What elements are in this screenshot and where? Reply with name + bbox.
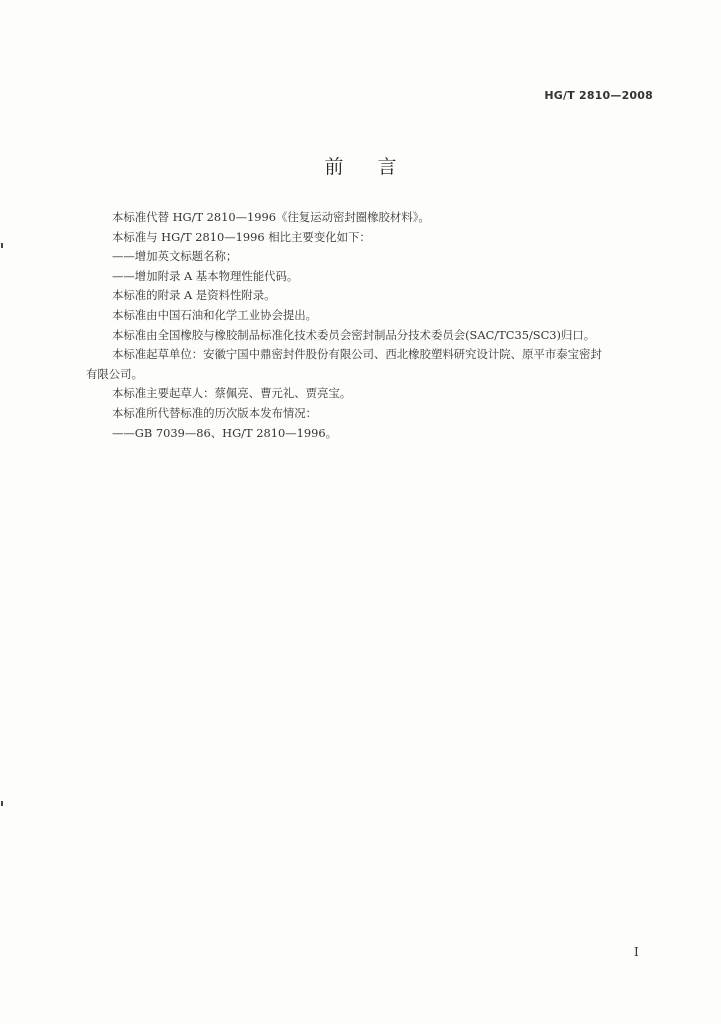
change-item-english-title: ——增加英文标题名称； xyxy=(112,249,238,264)
previous-editions-list: ——GB 7039—86、HG/T 2810—1996。 xyxy=(112,425,337,440)
paragraph-proposed-by: 本标准由中国石油和化学工业协会提出。 xyxy=(112,307,318,322)
scan-edge-mark-top xyxy=(1,243,3,248)
paragraph-under-jurisdiction: 本标准由全国橡胶与橡胶制品标准化技术委员会密封制品分技术委员会(SAC/TC35/SC3)归口。 xyxy=(112,327,596,342)
paragraph-drafters: 本标准主要起草人：蔡佩亮、曹元礼、贾亮宝。 xyxy=(112,386,352,401)
scan-edge-mark-middle xyxy=(1,801,3,806)
change-item-annex-a: ——增加附录 A 基本物理性能代码。 xyxy=(112,268,299,283)
paragraph-annex-informative: 本标准的附录 A 是资料性附录。 xyxy=(112,288,276,303)
foreword-body xyxy=(86,208,660,443)
paragraph-changes-intro: 本标准与 HG/T 2810—1996 相比主要变化如下： xyxy=(112,229,371,244)
paragraph-replaces: 本标准代替 HG/T 2810—1996《往复运动密封圈橡胶材料》。 xyxy=(112,210,430,224)
paragraph-drafting-units-continued: 有限公司。 xyxy=(86,366,143,381)
section-title: 前言 xyxy=(324,156,431,178)
paragraph-previous-editions-intro: 本标准所代替标准的历次版本发布情况： xyxy=(112,405,318,420)
page-number: I xyxy=(634,945,639,959)
paragraph-drafting-units: 本标准起草单位：安徽宁国中鼎密封件股份有限公司、西北橡胶塑料研究设计院、原平市泰宝密封 xyxy=(112,347,602,362)
standard-code: HG/T 2810—2008 xyxy=(544,89,653,102)
